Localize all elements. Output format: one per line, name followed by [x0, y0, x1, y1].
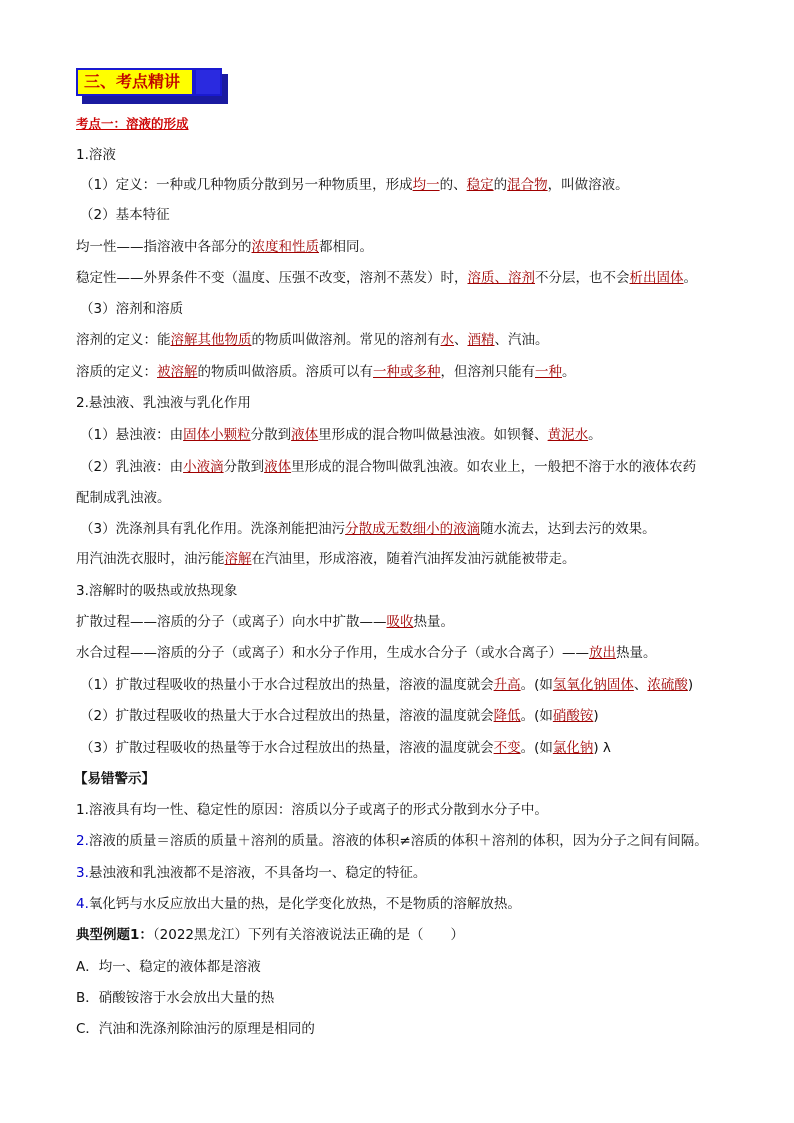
suspension-line: （1）悬浊液：由固体小颗粒分散到液体里形成的混合物叫做悬浊液。如钡餐、黄泥水。 [80, 427, 602, 443]
warning-3: 3.悬浊液和乳浊液都不是溶液，不具备均一、稳定的特征。 [76, 865, 427, 881]
emulsion-line-2: 配制成乳浊液。 [76, 490, 171, 506]
solvent-def: 溶剂的定义：能溶解其他物质的物质叫做溶剂。常见的溶剂有水、酒精、汽油。 [76, 332, 549, 348]
hydration-line: 水合过程——溶质的分子（或离子）和水分子作用，生成水合分子（或水合离子）——放出热量。 [76, 645, 657, 661]
case-3: （3）扩散过程吸收的热量等于水合过程放出的热量，溶液的温度就会不变。(如氯化钠) λ [80, 740, 611, 756]
case-2: （2）扩散过程吸收的热量大于水合过程放出的热量，溶液的温度就会降低。(如硝酸铵) [80, 708, 599, 724]
option-b: B．硝酸铵溶于水会放出大量的热 [76, 990, 275, 1006]
emulsion-line: （2）乳浊液：由小液滴分散到液体里形成的混合物叫做乳浊液。如农业上，一般把不溶于水的液体农药 [80, 459, 697, 475]
solvent-heading: （3）溶剂和溶质 [80, 301, 184, 317]
banner-flag [194, 68, 222, 96]
heading-2: 2.悬浊液、乳浊液与乳化作用 [76, 395, 251, 411]
def-line: （1）定义：一种或几种物质分散到另一种物质里，形成均一的、稳定的混合物，叫做溶液。 [80, 177, 629, 193]
option-a: A．均一、稳定的液体都是溶液 [76, 959, 261, 975]
banner-title: 三、考点精讲 [76, 68, 194, 96]
kaodian-title: 考点一：溶液的形成 [76, 116, 189, 131]
warning-1: 1.溶液具有均一性、稳定性的原因：溶质以分子或离子的形式分散到水分子中。 [76, 802, 548, 818]
uniformity-line: 均一性——指溶液中各部分的浓度和性质都相同。 [76, 239, 373, 255]
example-stem: 典型例题1：（2022黑龙江）下列有关溶液说法正确的是（ ） [76, 927, 465, 943]
option-c: C．汽油和洗涤剂除油污的原理是相同的 [76, 1021, 315, 1037]
detergent-line: （3）洗涤剂具有乳化作用。洗涤剂能把油污分散成无数细小的液滴随水流去，达到去污的效果。 [80, 521, 656, 537]
heading-3: 3.溶解时的吸热或放热现象 [76, 583, 238, 599]
heading-1: 1.溶液 [76, 147, 116, 163]
warning-2: 2.溶液的质量＝溶质的质量＋溶剂的质量。溶液的体积≠溶质的体积＋溶剂的体积，因为分子之间有间隔。 [76, 833, 708, 849]
case-1: （1）扩散过程吸收的热量小于水合过程放出的热量，溶液的温度就会升高。(如氢氧化钠固体、浓硫酸) [80, 677, 694, 693]
warning-heading: 【易错警示】 [74, 771, 155, 787]
solute-def: 溶质的定义：被溶解的物质叫做溶质。溶质可以有一种或多种，但溶剂只能有一种。 [76, 364, 576, 380]
section-banner [76, 68, 228, 102]
warning-4: 4.氧化钙与水反应放出大量的热，是化学变化放热，不是物质的溶解放热。 [76, 896, 521, 912]
feature-heading: （2）基本特征 [80, 207, 170, 223]
gasoline-line: 用汽油洗衣服时，油污能溶解在汽油里，形成溶液，随着汽油挥发油污就能被带走。 [76, 551, 576, 567]
stability-line: 稳定性——外界条件不变（温度、压强不改变，溶剂不蒸发）时，溶质、溶剂不分层，也不会析出固体。 [76, 270, 697, 286]
diffusion-line: 扩散过程——溶质的分子（或离子）向水中扩散——吸收热量。 [76, 614, 454, 630]
